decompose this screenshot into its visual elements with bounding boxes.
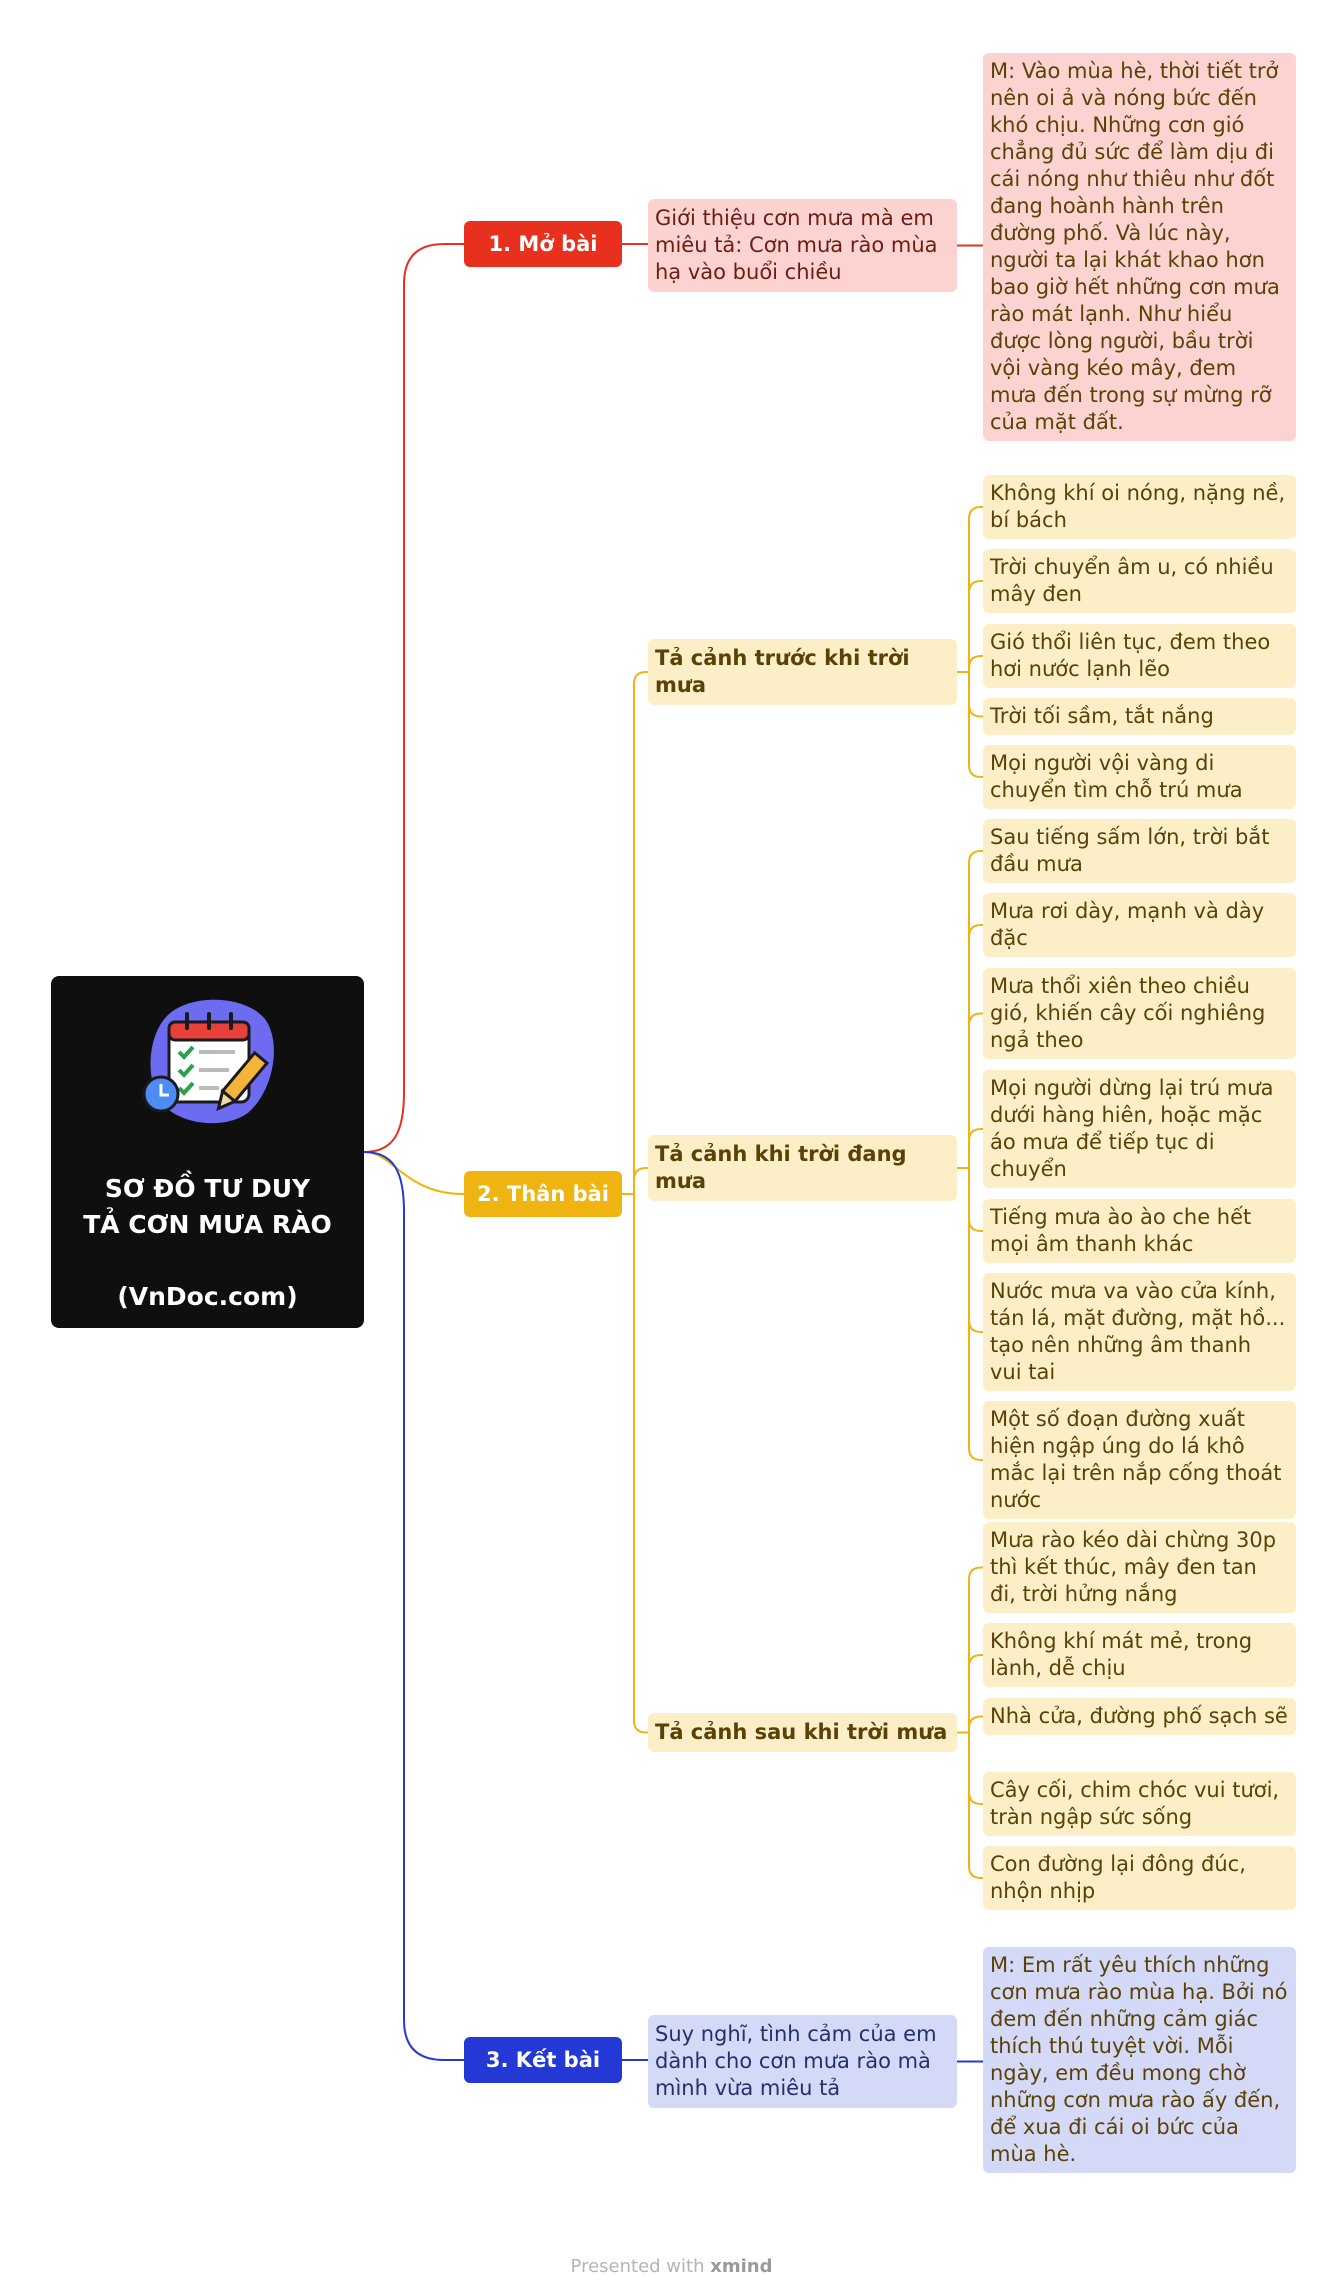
leaf-dang-mua[interactable]: Sau tiếng sấm lớn, trời bắt đầu mưa: [983, 819, 1296, 883]
main-to-subtopic-connector: [622, 1168, 648, 1194]
calendar-checklist-icon: [139, 994, 279, 1130]
leaf-sau-mua[interactable]: Con đường lại đông đúc, nhộn nhịp: [983, 1846, 1296, 1910]
central-topic[interactable]: [51, 976, 364, 1328]
leaf-truoc-mua[interactable]: Mọi người vội vàng di chuyển tìm chỗ trú mưa: [983, 745, 1296, 809]
subtopic-to-leaf-connector: [957, 1168, 983, 1460]
leaf-dang-mua[interactable]: Mưa rơi dày, mạnh và dày đặc: [983, 893, 1296, 957]
subtopic-mo-bai[interactable]: Giới thiệu cơn mưa mà em miêu tả: Cơn mưa rào mùa hạ vào buổi chiều: [648, 199, 957, 292]
main-topic-than-bai[interactable]: 2. Thân bài: [464, 1171, 622, 1217]
central-topic-title-line: TẢ CƠN MƯA RÀO: [83, 1210, 332, 1239]
subtopic-to-leaf-connector: [957, 672, 983, 777]
central-topic-title-line: SƠ ĐỒ TƯ DUY: [104, 1174, 311, 1203]
main-topic-mo-bai[interactable]: 1. Mở bài: [464, 221, 622, 267]
footer-watermark: [0, 2256, 1343, 2277]
subtopic-to-leaf-connector: [957, 581, 983, 672]
footer-prefix: Presented with: [570, 2256, 705, 2277]
main-to-subtopic-connector: [622, 672, 648, 1194]
leaf-dang-mua[interactable]: Mọi người dừng lại trú mưa dưới hàng hiên, hoặc mặc áo mưa để tiếp tục di chuyển: [983, 1070, 1296, 1188]
subtopic-sau-khi-mua[interactable]: Tả cảnh sau khi trời mưa: [648, 1713, 957, 1752]
subtopic-to-leaf-connector: [957, 1129, 983, 1168]
main-topic-ket-bai[interactable]: 3. Kết bài: [464, 2037, 622, 2083]
root-to-main-connector: [364, 1152, 464, 2060]
leaf-sau-mua[interactable]: Cây cối, chim chóc vui tươi, tràn ngập sức sống: [983, 1772, 1296, 1836]
leaf-ket-bai-example[interactable]: M: Em rất yêu thích những cơn mưa rào mùa hạ. Bởi nó đem đến những cảm giác thích thú tuyệt vời. Mỗi ngày, em đều mong chờ những cơn mưa rào ấy đến, để xua đi cái oi bức của mùa hè.: [983, 1947, 1296, 2173]
central-topic-title: [51, 1171, 364, 1315]
leaf-truoc-mua[interactable]: Trời tối sầm, tắt nắng: [983, 698, 1296, 735]
leaf-sau-mua[interactable]: Nhà cửa, đường phố sạch sẽ: [983, 1698, 1296, 1735]
leaf-dang-mua[interactable]: Nước mưa va vào cửa kính, tán lá, mặt đường, mặt hồ... tạo nên những âm thanh vui tai: [983, 1273, 1296, 1391]
central-topic-source: (VnDoc.com): [117, 1282, 298, 1311]
leaf-sau-mua[interactable]: Không khí mát mẻ, trong lành, dễ chịu: [983, 1623, 1296, 1687]
footer-brand: xmind: [710, 2256, 773, 2277]
root-to-main-connector: [364, 244, 464, 1152]
subtopic-to-leaf-connector: [957, 1733, 983, 1879]
subtopic-truoc-khi-mua[interactable]: Tả cảnh trước khi trời mưa: [648, 639, 957, 705]
leaf-truoc-mua[interactable]: Không khí oi nóng, nặng nề, bí bách: [983, 475, 1296, 539]
main-to-subtopic-connector: [622, 1194, 648, 1733]
leaf-truoc-mua[interactable]: Gió thổi liên tục, đem theo hơi nước lạnh lẽo: [983, 624, 1296, 688]
leaf-truoc-mua[interactable]: Trời chuyển âm u, có nhiều mây đen: [983, 549, 1296, 613]
subtopic-dang-mua[interactable]: Tả cảnh khi trời đang mưa: [648, 1135, 957, 1201]
leaf-dang-mua[interactable]: Mưa thổi xiên theo chiều gió, khiến cây cối nghiêng ngả theo: [983, 968, 1296, 1059]
subtopic-ket-bai[interactable]: Suy nghĩ, tình cảm của em dành cho cơn mưa rào mà mình vừa miêu tả: [648, 2015, 957, 2108]
root-to-main-connector: [364, 1152, 464, 1194]
leaf-sau-mua[interactable]: Mưa rào kéo dài chừng 30p thì kết thúc, mây đen tan đi, trời hửng nắng: [983, 1522, 1296, 1613]
leaf-dang-mua[interactable]: Tiếng mưa ào ào che hết mọi âm thanh khác: [983, 1199, 1296, 1263]
central-topic-title-line: [51, 1243, 364, 1279]
leaf-dang-mua[interactable]: Một số đoạn đường xuất hiện ngập úng do lá khô mắc lại trên nắp cống thoát nước: [983, 1401, 1296, 1519]
leaf-mo-bai-example[interactable]: M: Vào mùa hè, thời tiết trở nên oi ả và nóng bức đến khó chịu. Những cơn gió chẳng đủ sức để làm dịu đi cái nóng như thiêu như đốt đang hoành hành trên đường phố. Và lúc này, người ta lại khát khao hơn bao giờ hết những cơn mưa rào mát lạnh. Như hiểu được lòng người, bầu trời vội vàng kéo mây, đem mưa đến trong sự mừng rỡ của mặt đất.: [983, 53, 1296, 441]
